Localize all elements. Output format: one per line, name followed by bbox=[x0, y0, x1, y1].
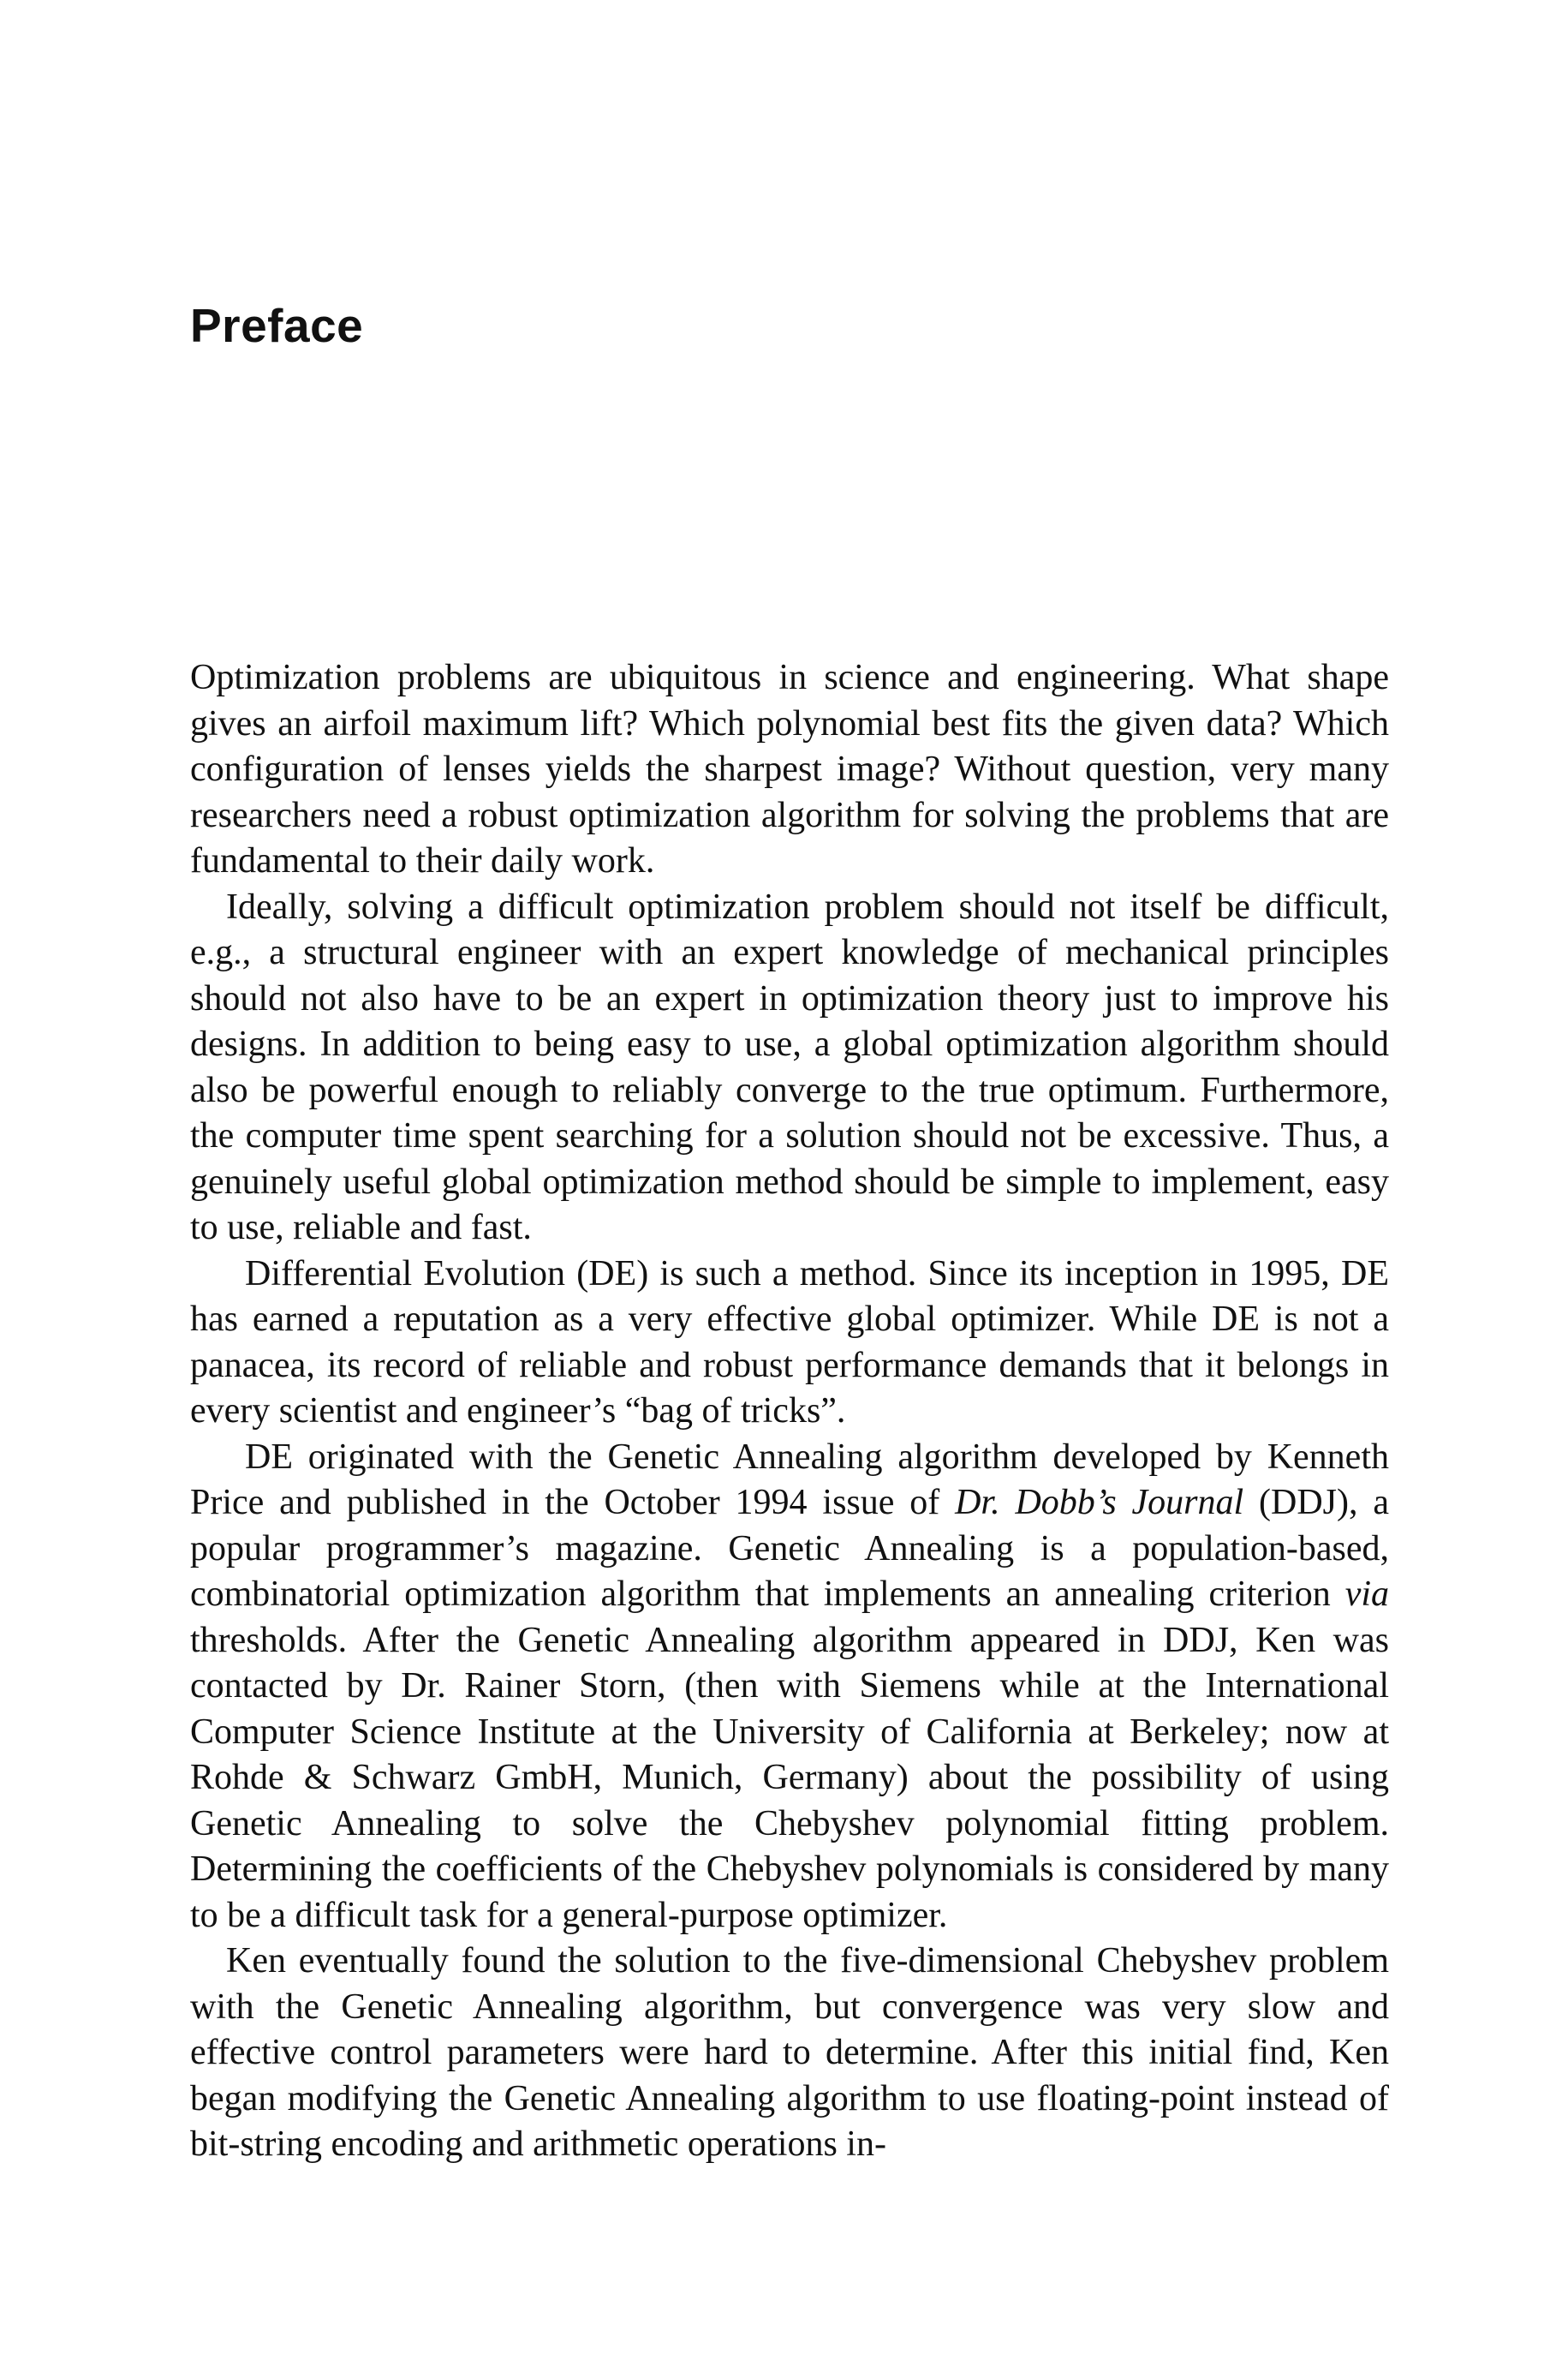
italic-via: via bbox=[1344, 1574, 1389, 1614]
paragraph-3-text: Differential Evolution (DE) is such a method. Since its inception in 1995, DE has earned a reputation as a very effective global optimizer. While DE is not a panacea, its record of reliable and robust performance demands that it belongs in every scientist and engineer’s “bag of tricks”. bbox=[190, 1253, 1389, 1431]
paragraph-4-text-c: thresholds. After the Genetic Annealing algorithm appeared in DDJ, Ken was contacted by Dr. Rainer Storn, (then with Siemens while at the International Computer Science Institute at the University of California at Berkeley; now at Rohde & Schwarz GmbH, Munich, Germany) about the possibility of using Genetic Annealing to solve the Chebyshev polynomial fitting problem. Determining the coefficients of the Chebyshev polynomials is considered by many to be a difficult task for a general-purpose optimizer. bbox=[190, 1620, 1389, 1935]
paragraph-4-text-a: DE originated with the Genetic Annealing algorithm developed by Kenneth Price and published in the October 1994 issue of bbox=[190, 1437, 1389, 1522]
paragraph-2-text: Ideally, solving a difficult optimization problem should not itself be difficult, e.g., a structural engineer with an expert knowledge of mechanical principles should not also have to be an expert in optimization theory just to improve his designs. In addition to being easy to use, a global optimization algorithm should also be powerful enough to reliably converge to the true optimum. Furthermore, the computer time spent searching for a solution should not be excessive. Thus, a genuinely useful global optimization method should be simple to implement, easy to use, reliable and fast. bbox=[190, 887, 1389, 1247]
paragraph-2 bbox=[190, 885, 1389, 1252]
paragraph-1-text: Optimization problems are ubiquitous in science and engineering. What shape gives an airfoil maximum lift? Which polynomial best fits the given data? Which configuration of lenses yields the sharpest image? Without question, very many researchers need a robust optimization algorithm for solving the problems that are fundamental to their daily work. bbox=[190, 658, 1389, 881]
journal-title: Dr. Dobb’s Journal bbox=[955, 1483, 1244, 1522]
paragraph-5 bbox=[190, 1939, 1389, 2168]
paragraph-5-text: Ken eventually found the solution to the five-dimensional Chebyshev problem with the Genetic Annealing algorithm, but convergence was very slow and effective control parameters were hard to determine. After this initial find, Ken began modifying the Genetic Annealing algorithm to use floating-point instead of bit-string encoding and arithmetic operations in- bbox=[190, 1941, 1389, 2164]
paragraph-4 bbox=[190, 1435, 1389, 1939]
paragraph-3 bbox=[190, 1252, 1389, 1435]
paragraph-1 bbox=[190, 655, 1389, 885]
preface-body bbox=[190, 655, 1389, 2168]
paragraph-4-text-b: (DDJ), a popular programmer’s magazine. Genetic Annealing is a population-based, combinatorial optimization algorithm that implements an annealing criterion bbox=[190, 1483, 1389, 1614]
page-title: Preface bbox=[190, 299, 364, 352]
